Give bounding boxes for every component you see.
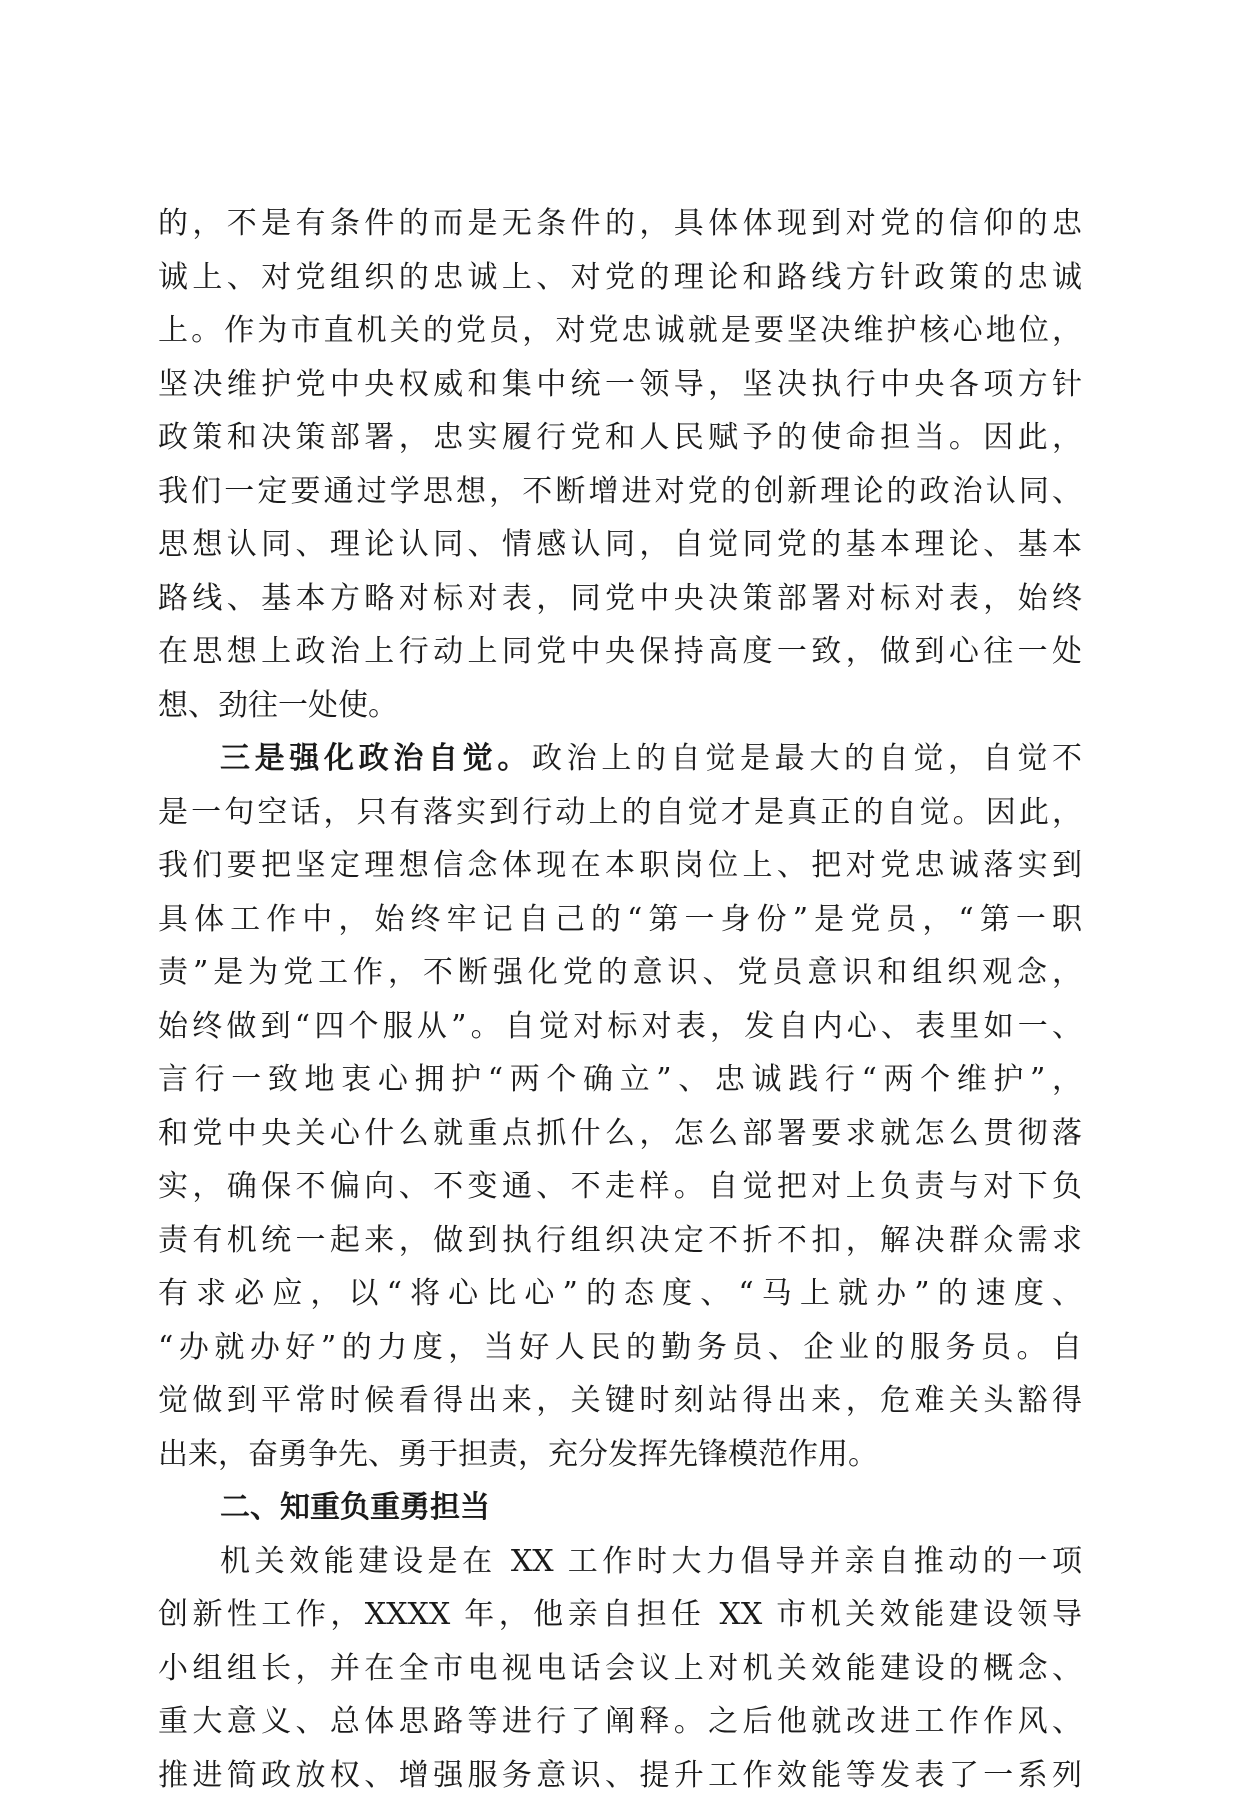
- text-line: 想、劲往一处使。: [158, 679, 1082, 733]
- text-line: 的，不是有条件的而是无条件的，具体体现到对党的信仰的忠: [158, 197, 1082, 251]
- text-line: 觉做到平常时候看得出来，关键时刻站得出来，危难关头豁得: [158, 1374, 1082, 1428]
- text-line: 路线、基本方略对标对表，同党中央决策部署对标对表，始终: [158, 572, 1082, 626]
- body-text: [158, 197, 1082, 1802]
- paragraph-first-line: [158, 732, 1082, 786]
- text-line: 推进简政放权、增强服务意识、提升工作效能等发表了一系列: [158, 1749, 1082, 1802]
- text-line: 责”是为党工作，不断强化党的意识、党员意识和组织观念，: [158, 946, 1082, 1000]
- text-line: 坚决维护党中央权威和集中统一领导，坚决执行中央各项方针: [158, 358, 1082, 412]
- text-line: 政策和决策部署，忠实履行党和人民赋予的使命担当。因此，: [158, 411, 1082, 465]
- text-line: 和党中央关心什么就重点抓什么，怎么部署要求就怎么贯彻落: [158, 1107, 1082, 1161]
- text-line: 实，确保不偏向、不变通、不走样。自觉把对上负责与对下负: [158, 1160, 1082, 1214]
- paragraph-lead: 三是强化政治自觉。: [220, 741, 532, 776]
- text-line: 言行一致地衷心拥护“两个确立”、忠诚践行“两个维护”，: [158, 1053, 1082, 1107]
- text-line: 小组组长，并在全市电视电话会议上对机关效能建设的概念、: [158, 1642, 1082, 1696]
- text-line: “办就办好”的力度，当好人民的勤务员、企业的服务员。自: [158, 1321, 1082, 1375]
- text-line: 具体工作中，始终牢记自己的“第一身份”是党员，“第一职: [158, 893, 1082, 947]
- text-line: 我们一定要通过学思想，不断增进对党的创新理论的政治认同、: [158, 465, 1082, 519]
- paragraph-first-line: 机关效能建设是在 XX 工作时大力倡导并亲自推动的一项: [158, 1535, 1082, 1589]
- text-line: 是一句空话，只有落实到行动上的自觉才是真正的自觉。因此，: [158, 786, 1082, 840]
- text-line: 重大意义、总体思路等进行了阐释。之后他就改进工作作风、: [158, 1695, 1082, 1749]
- text-line: 创新性工作，XXXX 年，他亲自担任 XX 市机关效能建设领导: [158, 1588, 1082, 1642]
- text-line: 始终做到“四个服从”。自觉对标对表，发自内心、表里如一、: [158, 1000, 1082, 1054]
- text-line: 思想认同、理论认同、情感认同，自觉同党的基本理论、基本: [158, 518, 1082, 572]
- text-line: 诚上、对党组织的忠诚上、对党的理论和路线方针政策的忠诚: [158, 251, 1082, 305]
- text-line: 在思想上政治上行动上同党中央保持高度一致，做到心往一处: [158, 625, 1082, 679]
- text-line: 责有机统一起来，做到执行组织决定不折不扣，解决群众需求: [158, 1214, 1082, 1268]
- paragraph-political-consciousness: [158, 732, 1082, 1481]
- section-heading: 二、知重负重勇担当: [158, 1481, 1082, 1535]
- paragraph-first-line-text: 政治上的自觉是最大的自觉，自觉不: [532, 741, 1082, 776]
- text-line: 出来，奋勇争先、勇于担责，充分发挥先锋模范作用。: [158, 1428, 1082, 1482]
- paragraph-loyalty: [158, 197, 1082, 732]
- text-line: 我们要把坚定理想信念体现在本职岗位上、把对党忠诚落实到: [158, 839, 1082, 893]
- text-line: 上。作为市直机关的党员，对党忠诚就是要坚决维护核心地位，: [158, 304, 1082, 358]
- text-line: 有求必应，以“将心比心”的态度、“马上就办”的速度、: [158, 1267, 1082, 1321]
- paragraph-efficiency: [158, 1535, 1082, 1802]
